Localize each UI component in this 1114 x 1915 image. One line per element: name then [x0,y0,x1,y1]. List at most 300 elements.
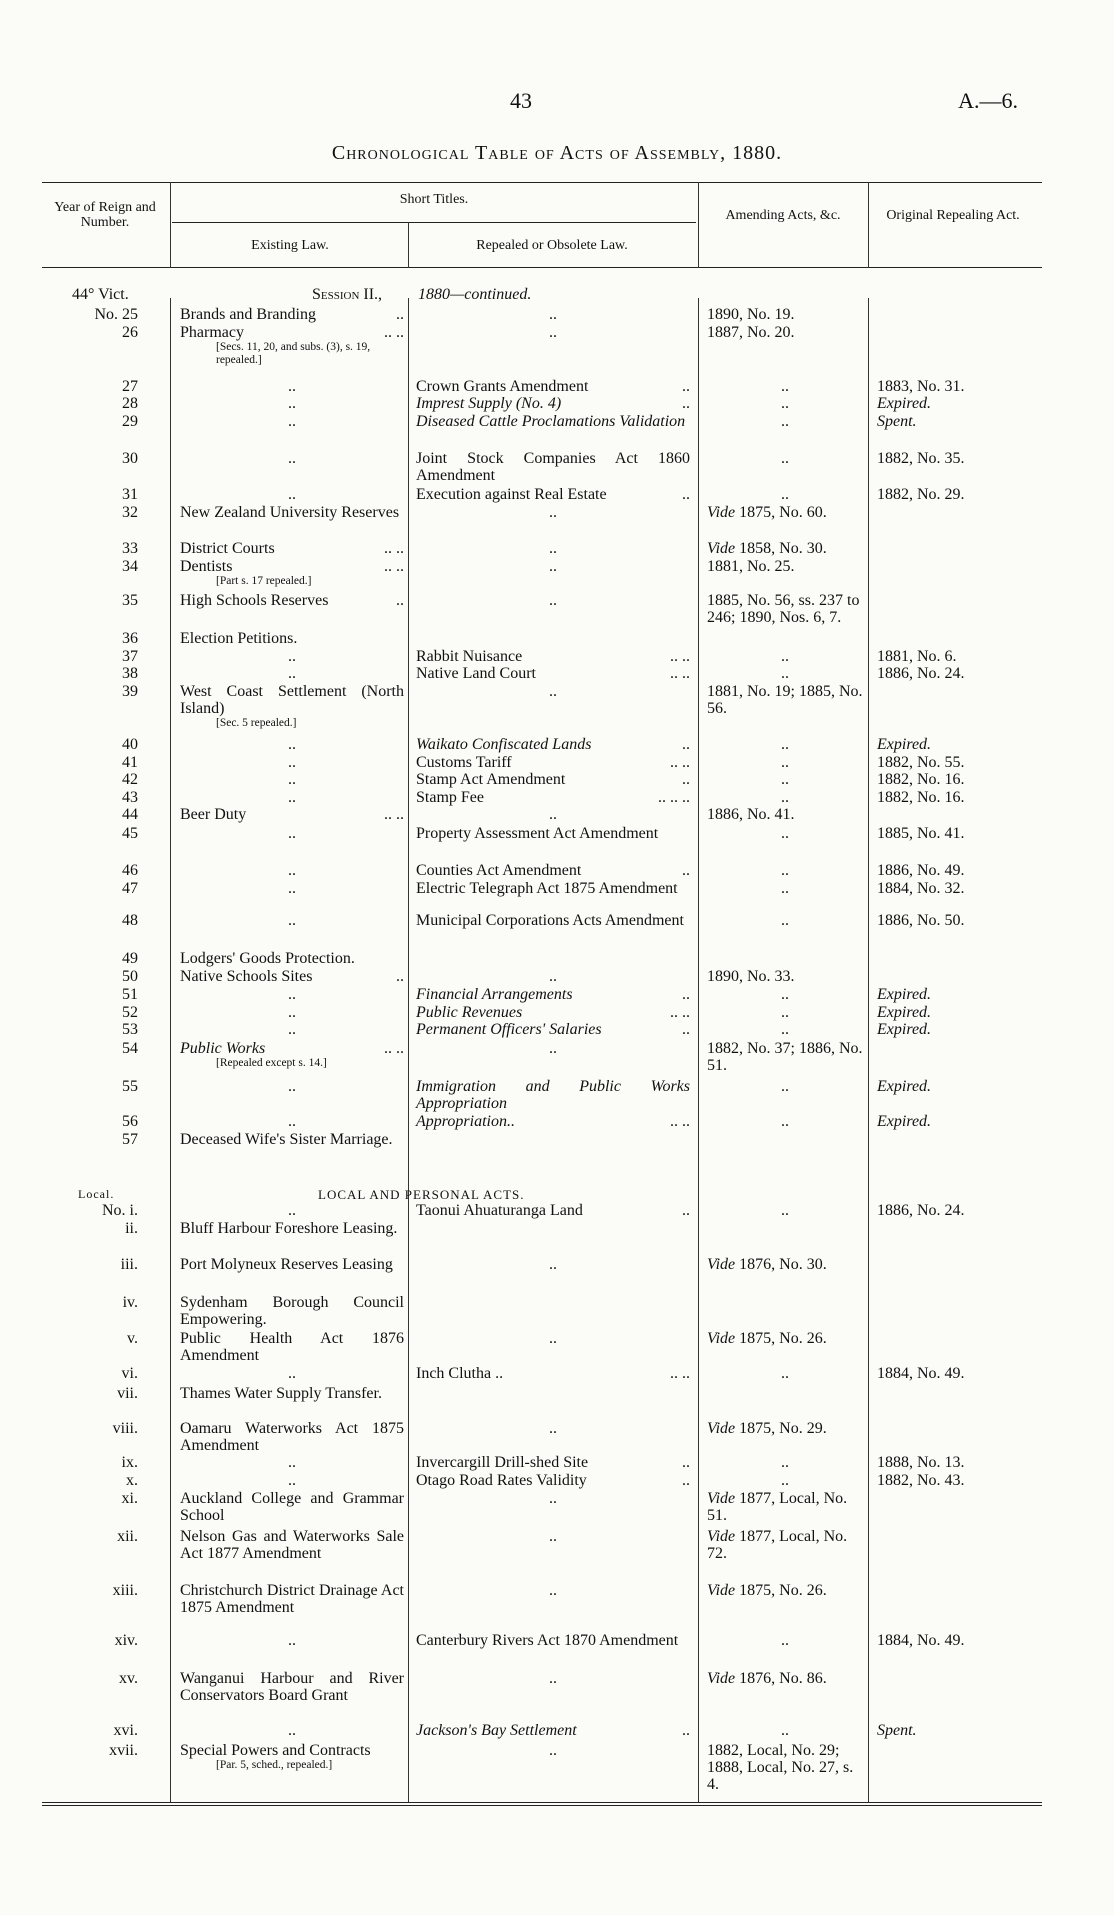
act-number: 36 [122,630,138,647]
repealed-law-line [416,986,690,1003]
original-repealing-cell [877,771,1027,788]
amending-acts-cell [707,1420,863,1437]
existing-law-title: Dentists [180,558,233,575]
original-repealing-act: 1882, No. 16. [877,789,965,806]
act-number: xiii. [112,1582,138,1599]
leader-dots: .. [781,665,789,682]
leader-dots: .. [288,789,296,806]
amending-reference: 1875, No. 29. [739,1420,827,1437]
repealed-law-cell [416,1330,690,1347]
repealed-law-title: Electric Telegraph Act 1875 Amendment [416,880,678,897]
repealed-law-line [416,736,690,753]
leader-dots: .. [781,789,789,806]
act-number: xv. [119,1670,138,1687]
repealed-law-line [416,395,690,412]
existing-law-cell [180,395,404,412]
original-repealing-cell [877,754,1027,771]
amending-reference: 1882, No. 37; 1886, No. 51. [707,1040,863,1074]
repealed-law-cell [416,1670,690,1687]
existing-law-line [180,540,404,557]
repealed-law-title: Jackson's Bay Settlement [416,1722,577,1739]
repealed-law-line [416,665,690,682]
amending-acts-cell [707,736,863,753]
repealed-law-cell [416,771,690,788]
original-repealing-cell [877,1472,1027,1489]
existing-law-cell [180,1670,404,1704]
existing-law-cell [180,862,404,879]
amending-acts-cell [707,880,863,897]
leader-dots: .. [682,1454,690,1471]
repealed-law-cell [416,1490,690,1507]
act-number: 50 [122,968,138,985]
leader-dots: .. [288,754,296,771]
original-repealing-act: 1888, No. 13. [877,1454,965,1471]
leader-dots: .. [288,450,296,467]
leader-dots: .. [682,771,690,788]
local-label: Local. [78,1187,115,1201]
act-number: 49 [122,950,138,967]
act-number: x. [126,1472,138,1489]
amending-acts-cell [707,771,863,788]
leader-dots: .. [682,1722,690,1739]
repealed-law-cell [416,806,690,823]
col-header-amending: Amending Acts, &c. [725,208,841,223]
act-number: 54 [122,1040,138,1057]
amending-reference: 1876, No. 86. [739,1670,827,1687]
repealed-law-line [416,789,690,806]
existing-law-cell [180,754,404,771]
leader-dots: .. .. [384,558,404,575]
amending-acts-cell [707,540,863,557]
act-number: No. i. [102,1202,138,1219]
leader-dots: .. [288,736,296,753]
existing-law-title: Pharmacy [180,324,244,341]
amending-acts-cell [707,504,863,521]
repealed-law-cell [416,1722,690,1739]
existing-law-cell [180,1131,404,1148]
amending-acts-cell [707,1582,863,1599]
existing-law-title: Election Petitions. [180,630,298,647]
repealed-law-cell [416,486,690,503]
leader-dots: .. .. [670,665,690,682]
existing-law-cell [180,1202,404,1219]
existing-law-title: Nelson Gas and Waterworks Sale Act 1877 Amendment [180,1528,404,1562]
act-number: 52 [122,1004,138,1021]
leader-dots: .. .. [670,754,690,771]
existing-law-title: Sydenham Borough Council Empowering. [180,1294,404,1328]
repealed-law-title: Waikato Confiscated Lands [416,736,592,753]
leader-dots: .. [781,825,789,842]
amending-acts-cell [707,1330,863,1347]
original-repealing-act: Expired. [877,986,932,1003]
act-number: vii. [117,1385,138,1402]
repealed-law-title: Native Land Court [416,665,536,682]
original-repealing-act: Expired. [877,1004,932,1021]
act-number: 28 [122,395,138,412]
repealed-law-title: Rabbit Nuisance [416,648,523,665]
leader-dots: .. [781,648,789,665]
leader-dots: .. [549,806,557,823]
leader-dots: .. [549,1040,557,1057]
existing-law-title: High Schools Reserves [180,592,329,609]
repealed-law-cell [416,540,690,557]
amending-acts-cell [707,683,863,717]
repealed-law-title: Appropriation.. [416,1113,515,1130]
repealed-law-cell [416,862,690,879]
repealed-law-line [416,1722,690,1739]
act-number: 34 [122,558,138,575]
existing-law-cell [180,771,404,788]
repealed-law-cell [416,1004,690,1021]
original-repealing-act: 1882, No. 29. [877,486,965,503]
leader-dots: .. [549,1256,557,1273]
amending-acts-cell [707,558,863,575]
repealed-law-cell [416,306,690,323]
repealed-law-line [416,1113,690,1130]
amending-acts-cell [707,986,863,1003]
leader-dots: .. .. [670,1004,690,1021]
local-acts-heading: LOCAL AND PERSONAL ACTS. [318,1187,525,1202]
vide-label: Vide [707,1420,740,1437]
original-repealing-cell [877,413,1027,430]
vide-label: Vide [707,540,740,557]
vide-label: Vide [707,1490,740,1507]
amending-acts-cell [707,1742,863,1793]
leader-dots: .. .. [384,324,404,341]
leader-dots: .. [549,1670,557,1687]
original-repealing-cell [877,665,1027,682]
col-header-original: Original Repealing Act. [886,208,1020,223]
existing-law-cell [180,1722,404,1739]
original-repealing-act: 1884, No. 49. [877,1632,965,1649]
existing-law-cell [180,825,404,842]
existing-law-title: Deceased Wife's Sister Marriage. [180,1131,393,1148]
act-number: ii. [125,1220,138,1237]
repealed-law-cell [416,413,690,430]
existing-law-cell [180,324,404,367]
existing-law-line [180,324,404,341]
session-label: Session II., [312,286,383,303]
table-header-mid-rule [172,222,696,223]
page-title: Chronological Table of Acts of Assembly, 1880. [331,142,783,164]
act-number: 51 [122,986,138,1003]
original-repealing-act: 1886, No. 50. [877,912,965,929]
act-number: xvi. [113,1722,138,1739]
amending-acts-cell [707,1256,863,1273]
leader-dots: .. [288,1004,296,1021]
original-repealing-cell [877,486,1027,503]
original-repealing-cell [877,1365,1027,1382]
repealed-law-cell [416,1454,690,1471]
repealed-law-cell [416,1256,690,1273]
existing-law-line [180,558,404,575]
act-number: 55 [122,1078,138,1095]
vide-label: Vide [707,504,740,521]
original-repealing-act: 1883, No. 31. [877,378,965,395]
repealed-law-line [416,1004,690,1021]
leader-dots: .. .. [670,1365,690,1382]
existing-law-cell [180,1528,404,1562]
page-number: 43 [510,88,532,113]
leader-dots: .. [682,1472,690,1489]
leader-dots: .. [288,648,296,665]
repealed-law-line [416,1365,690,1382]
existing-law-cell [180,1330,404,1364]
amending-acts-cell [707,825,863,842]
leader-dots: .. [288,1472,296,1489]
page-reference: A.—6. [958,88,1018,113]
leader-dots: .. [682,1202,690,1219]
repealed-law-cell [416,825,690,842]
repealed-law-title: Imprest Supply (No. 4) [416,395,562,412]
session-continued: 1880—continued. [418,286,532,303]
existing-law-cell [180,450,404,467]
leader-dots: .. [781,1021,789,1038]
repealed-law-cell [416,912,690,929]
original-repealing-cell [877,1632,1027,1649]
act-number: xi. [121,1490,138,1507]
repealed-law-line [416,1454,690,1471]
existing-law-cell [180,648,404,665]
original-repealing-act: Expired. [877,395,932,412]
leader-dots: .. [288,1632,296,1649]
act-number: 45 [122,825,138,842]
leader-dots: .. [781,862,789,879]
repealed-law-cell [416,1632,690,1649]
act-number: iv. [122,1294,138,1311]
existing-law-cell [180,1582,404,1616]
table-header-top-rule [42,182,1042,183]
leader-dots: .. [288,1078,296,1095]
original-repealing-cell [877,378,1027,395]
existing-law-line [180,968,404,985]
repealed-law-cell [416,1472,690,1489]
act-number: 47 [122,880,138,897]
col-header-year: Year of Reign and Number. [54,200,156,230]
original-repealing-act: Expired. [877,736,932,753]
leader-dots: .. .. [670,1113,690,1130]
existing-law-cell [180,592,404,609]
repealed-law-cell [416,504,690,521]
original-repealing-act: 1882, No. 35. [877,450,965,467]
col-rule-1-header [170,182,171,268]
col-rule-4-header [868,182,869,268]
existing-law-cell [180,1742,404,1772]
repealed-law-title: Customs Tariff [416,754,512,771]
repeal-note: [Secs. 11, 20, and subs. (3), s. 19, repealed.] [216,341,371,366]
existing-law-cell [180,912,404,929]
act-number: 53 [122,1021,138,1038]
act-number: xvii. [109,1742,138,1759]
existing-law-title: Auckland College and Grammar School [180,1490,404,1524]
original-repealing-act: Expired. [877,1021,932,1038]
existing-law-title: New Zealand University Reserves [180,504,400,521]
amending-acts-cell [707,1113,863,1130]
existing-law-title: West Coast Settlement (North Island) [180,683,404,717]
existing-law-title: Public Health Act 1876 Amendment [180,1330,404,1364]
repealed-law-cell [416,324,690,341]
leader-dots: .. [288,912,296,929]
amending-acts-cell [707,806,863,823]
amending-reference: 1890, No. 19. [707,306,795,323]
repealed-law-cell [416,968,690,985]
leader-dots: .. [781,912,789,929]
original-repealing-act: 1885, No. 41. [877,825,965,842]
original-repealing-act: Spent. [877,413,917,430]
repealed-law-line [416,1472,690,1489]
existing-law-cell [180,1294,404,1328]
repealed-law-line [416,862,690,879]
leader-dots: .. [682,395,690,412]
existing-law-title: Thames Water Supply Transfer. [180,1385,382,1402]
leader-dots: .. [288,1454,296,1471]
col-header-short-titles: Short Titles. [399,192,469,207]
amending-reference: 1876, No. 30. [739,1256,827,1273]
repeal-note: [Part s. 17 repealed.] [216,575,312,587]
original-repealing-cell [877,862,1027,879]
existing-law-line [180,1040,404,1057]
amending-reference: 1858, No. 30. [739,540,827,557]
amending-acts-cell [707,1472,863,1489]
leader-dots: .. [288,1202,296,1219]
leader-dots: .. [781,736,789,753]
original-repealing-act: 1884, No. 32. [877,880,965,897]
leader-dots: .. [682,986,690,1003]
original-repealing-act: 1882, No. 55. [877,754,965,771]
repealed-law-title: Public Revenues [416,1004,523,1021]
original-repealing-cell [877,1722,1027,1739]
repealed-law-line [416,486,690,503]
leader-dots: .. [288,771,296,788]
existing-law-cell [180,306,404,323]
existing-law-cell [180,665,404,682]
act-number: 43 [122,789,138,806]
repealed-law-cell [416,986,690,1003]
leader-dots: .. [288,1722,296,1739]
vide-label: Vide [707,1670,740,1687]
leader-dots: .. [288,880,296,897]
repealed-law-cell [416,1113,690,1130]
original-repealing-cell [877,789,1027,806]
existing-law-title: Christchurch District Drainage Act 1875 Amendment [180,1582,404,1616]
repealed-law-title: Invercargill Drill-shed Site [416,1454,589,1471]
repealed-law-cell [416,558,690,575]
existing-law-title: Public Works [180,1040,266,1057]
repeal-note: [Par. 5, sched., repealed.] [216,1759,333,1771]
existing-law-cell [180,986,404,1003]
leader-dots: .. [549,540,557,557]
leader-dots: .. [781,986,789,1003]
existing-law-title: Port Molyneux Reserves Leasing [180,1256,393,1273]
leader-dots: .. [781,1113,789,1130]
original-repealing-act: Expired. [877,1113,932,1130]
repealed-law-cell [416,1742,690,1759]
existing-law-title: Brands and Branding [180,306,316,323]
original-repealing-cell [877,1454,1027,1471]
leader-dots: .. [781,1472,789,1489]
amending-reference: 1881, No. 19; 1885, No. 56. [707,683,863,717]
repealed-law-title: Crown Grants Amendment [416,378,589,395]
existing-law-cell [180,1040,404,1070]
act-number: 41 [122,754,138,771]
act-number: 30 [122,450,138,467]
existing-law-cell [180,736,404,753]
vide-label: Vide [707,1256,740,1273]
act-number: 31 [122,486,138,503]
leader-dots: .. .. .. [658,789,690,806]
original-repealing-cell [877,648,1027,665]
existing-law-cell [180,950,404,967]
act-number: 35 [122,592,138,609]
amending-reference: 1881, No. 25. [707,558,795,575]
leader-dots: .. [288,986,296,1003]
original-repealing-cell [877,825,1027,842]
table-bottom-rule-2 [42,1805,1042,1806]
repealed-law-cell [416,789,690,806]
act-number: vi. [121,1365,138,1382]
repealed-law-title: Permanent Officers' Salaries [416,1021,602,1038]
act-number: 27 [122,378,138,395]
repealed-law-cell [416,1040,690,1057]
repealed-law-cell [416,378,690,395]
leader-dots: .. [781,413,789,430]
amending-acts-cell [707,862,863,879]
original-repealing-cell [877,1078,1027,1095]
table-bottom-rule [42,1802,1042,1803]
repealed-law-title: Taonui Ahuaturanga Land [416,1202,583,1219]
act-number: 57 [122,1131,138,1148]
amending-acts-cell [707,306,863,323]
leader-dots: .. [781,754,789,771]
leader-dots: .. [288,1365,296,1382]
leader-dots: .. [396,306,404,323]
repealed-law-title: Canterbury Rivers Act 1870 Amendment [416,1632,679,1649]
amending-acts-cell [707,324,863,341]
act-number: No. 25 [94,306,138,323]
repealed-law-cell [416,450,690,484]
existing-law-cell [180,1021,404,1038]
existing-law-cell [180,540,404,557]
repealed-law-cell [416,395,690,412]
existing-law-line [180,592,404,609]
repealed-law-line [416,378,690,395]
reign-label: 44° Vict. [72,286,129,303]
existing-law-cell [180,1420,404,1454]
original-repealing-act: 1886, No. 49. [877,862,965,879]
existing-law-line [180,806,404,823]
original-repealing-cell [877,736,1027,753]
leader-dots: .. [288,1113,296,1130]
original-repealing-cell [877,1113,1027,1130]
original-repealing-cell [877,912,1027,929]
leader-dots: .. [781,1004,789,1021]
amending-acts-cell [707,1004,863,1021]
leader-dots: .. [549,968,557,985]
original-repealing-cell [877,1021,1027,1038]
act-number: 44 [122,806,138,823]
repealed-law-cell [416,1078,690,1112]
existing-law-title: Beer Duty [180,806,247,823]
act-number: 26 [122,324,138,341]
leader-dots: .. [781,450,789,467]
leader-dots: .. [288,1021,296,1038]
act-number: 42 [122,771,138,788]
amending-reference: 1875, No. 60. [739,504,827,521]
existing-law-cell [180,1113,404,1130]
amending-reference: 1885, No. 56, ss. 237 to 246; 1890, Nos. 6, 7. [707,592,860,626]
existing-law-cell [180,1454,404,1471]
leader-dots: .. [396,592,404,609]
